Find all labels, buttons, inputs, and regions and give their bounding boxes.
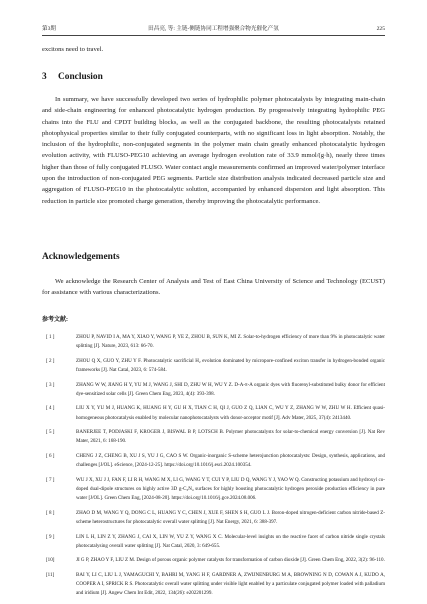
section-number: 3: [42, 72, 47, 82]
running-header: [42, 25, 385, 36]
reference-number: [ 7 ]: [46, 476, 55, 483]
reference-text: ZHANG W W, JIANG H Y, YU M J, WANG J, SHI D, ZHU W H, WU Y Z. D-A-π-A organic dyes with fluorenyl-substituted bulky donor for efficient dye-sensitized solar cells [J]. Green Chem Eng, 2023, 4(4): 393-398.: [76, 381, 385, 397]
reference-number: [ 8 ]: [46, 509, 55, 516]
reference-item: [42, 533, 385, 551]
reference-text: LIU X Y, YU M J, HUANG K, HUANG H Y, GU H X, TIAN C H, QI J, GUO Z Q, LIAN C, WU Y Z, ZHANG W W, ZHU W H. Efficient quasi-homogeneous photocatalysis enabled by molecular nanophotocatalysts with donor-acceptor motif [J]. Adv Mater, 2025, 37(4): 2413440.: [76, 405, 385, 421]
reference-item: [42, 509, 385, 527]
reference-list: [42, 333, 385, 604]
reference-number: [ 6 ]: [46, 453, 55, 460]
reference-number: [ 3 ]: [46, 381, 55, 388]
reference-item: [42, 357, 385, 375]
conclusion-heading: [42, 71, 103, 83]
acknowledgements-paragraph: We acknowledge the Research Center of Analysis and Test of East China University of Science and Technology (ECUST) for assistance with various characterizations.: [42, 278, 385, 297]
reference-number: [11]: [46, 572, 55, 579]
reference-number: [ 9 ]: [46, 533, 55, 540]
acknowledgements-body: [42, 276, 385, 299]
reference-number: [ 5 ]: [46, 429, 55, 436]
reference-text: ZHAO D M, WANG Y Q, DONG C L, HUANG Y C, CHEN J, XUE F, SHEN S H, GUO L J. Boron-doped nitrogen-deficient carbon nitride-based Z-scheme heterostructures for photocatalytic overall water splitting [J]. Nat Energy, 2021, 6: 388-397.: [76, 509, 385, 525]
reference-item: [42, 404, 385, 422]
reference-item: [42, 476, 385, 503]
reference-item: [42, 452, 385, 470]
reference-text: BAI Y, LI C, LIU L J, YAMAGUCHI Y, BAHRI M, YANG H F, GARDNER A, ZWIJNENBURG M A, BROWNING N D, COWAN A J, KUDO A, COOPER A I, SPRICK R S. Photocatalytic overall water splitting under visible light enabled by a particulate conjugated polymer loaded with palladium and iridium [J]. Angew Chem Int Edit, 2022, 134(26): e202201299.: [76, 572, 385, 597]
reference-text: LIN L H, LIN Z Y, ZHANG J, CAI X, LIN W, YU Z Y, WANG X C. Molecular-level insights on the reactive facet of carbon nitride single crystals photocatalysing overall water splitting [J]. Nat Catal, 2020, 3: 649-655.: [76, 533, 385, 549]
acknowledgements-title: Acknowledgements: [42, 252, 120, 262]
reference-text: WU J X, XU J J, FAN F, LI R H, WANG M X, LI G, WANG Y T, CUI Y P, LIU D Q, WANG Y J, YAO W Q. Constructing potassium and hydroxyl co-doped dual-dipole structures on highly active 3D g-C₃N₄ surfaces for highly boosting photocatalytic hydrogen peroxide production efficiency in pure water [J/OL]. Green Chem Eng, [2024-08-20]. https://doi.org/10.1016/j.gce.2024.08.006.: [76, 476, 385, 502]
intro-tail-text: excitons need to travel.: [42, 46, 104, 53]
conclusion-body: [42, 94, 385, 207]
intro-tail-block: [42, 44, 385, 55]
reference-number: [ 1 ]: [46, 334, 55, 340]
reference-item: [42, 571, 385, 598]
reference-text: JI G P, ZHAO Y F, LIU Z M. Design of porous organic polymer catalysts for transformation of carbon dioxide [J]. Green Chem Eng, 2022, 3(2): 96-110.: [76, 557, 385, 564]
reference-text: ZHOU P, NAVID I A, MA Y, XIAO Y, WANG P, YE Z, ZHOU B, SUN K, MI Z. Solar-to-hydrogen efficiency of more than 9% in photocatalytic water splitting [J]. Nature, 2023, 613: 66-70.: [76, 334, 385, 350]
conclusion-paragraph: In summary, we have successfully developed two series of hydrophilic polymer photocatalysts by integrating main-chain and side-chain engineering for enhanced photocatalytic hydrogen production. By progressively integrating hydrophilic PEG chains into the FLU and CPDT building blocks, as well as the conjugated backbone, the resulting photocatalysts retained photophysical properties similar to their fully conjugated counterparts, with no significant loss in light absorption. Notably, the inclusion of the hydrophilic, non-conjugated segments in the polymer main chain greatly enhanced photocatalytic hydrogen evolution activity, with FLUSO-PEG10 achieving an average hydrogen evolution rate of 33.9 mmol/(g·h), nearly three times higher than those of fully conjugated FLUSO. Water contact angle measurements confirmed an improved water/polymer interface upon the introduction of non-conjugated PEG segments. Particle size distribution analysis indicated decreased particle size and aggregation of FLUSO-PEG10 in the photocatalytic solution, accompanied by enhanced dispersion and light absorption. This reduction in particle size promoted charge generation, thereby improving the photocatalytic performance.: [42, 96, 385, 205]
reference-number: [ 2 ]: [46, 357, 55, 364]
reference-number: [10]: [46, 557, 55, 564]
section-title: Conclusion: [58, 72, 103, 82]
page-number: 225: [376, 26, 385, 32]
reference-item: [42, 556, 385, 565]
reference-item: [42, 381, 385, 399]
reference-item: [42, 428, 385, 446]
reference-text: CHENG J Z, CHENG B, XU J S, YU J G, CAO S W. Organic-inorganic S-scheme heterojunction photocatalysts: Design, synthesis, applications, and challenges [J/OL]. eScience, [2024-12-25]. https://doi.org/10.1016/j.esci.2024.100354.: [76, 453, 385, 469]
issue-label: 第3期: [42, 26, 56, 32]
reference-number: [ 4 ]: [46, 405, 55, 412]
running-title: 田昌亮, 等: 主链-侧链协同工程增强聚合物光催化产氢: [148, 26, 279, 32]
reference-text: BANERJEE T, PODJASKI F, KROGER J, BISWAL B P, LOTSCH B. Polymer photocatalysts for solar-to-chemical energy conversion [J]. Nat Rev Mater, 2021, 6: 168-190.: [76, 429, 385, 445]
acknowledgements-heading: [42, 251, 120, 263]
reference-text: ZHOU Q X, GUO Y, ZHU Y F. Photocatalytic sacrificial H₂ evolution dominated by micropore-confined exciton transfer in hydrogen-bonded organic frameworks [J]. Nat Catal, 2023, 6: 574-584.: [76, 357, 385, 373]
references-label: 参考文献:: [42, 317, 68, 323]
reference-item: [42, 333, 385, 351]
